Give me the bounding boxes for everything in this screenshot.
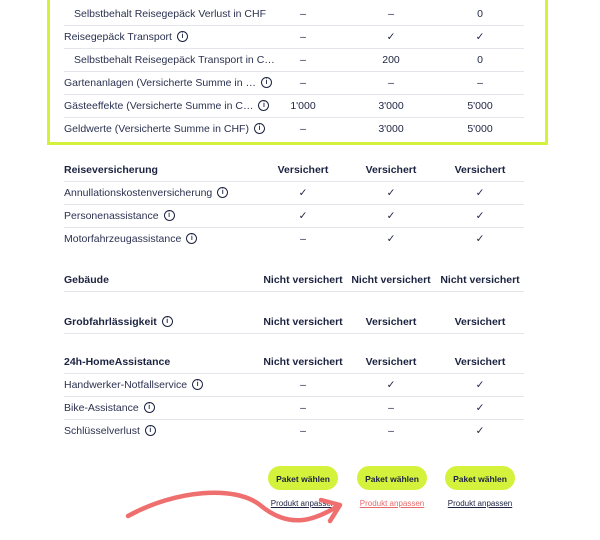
cell-value: 1'000 — [290, 100, 316, 112]
cell-value: ✓ — [475, 379, 485, 391]
status-value: Versichert — [365, 316, 417, 328]
info-icon[interactable]: i — [192, 379, 203, 390]
cell-value: – — [388, 77, 394, 89]
customize-product-link[interactable]: Produkt anpassen — [447, 499, 513, 508]
cell-value: ✓ — [475, 402, 485, 414]
status-value: Nicht versichert — [440, 274, 520, 286]
customize-product-link[interactable]: Produkt anpassen — [359, 499, 425, 508]
row-label-text: Reisegepäck Transport — [64, 31, 172, 43]
cell-value: – — [300, 402, 306, 414]
info-icon[interactable]: i — [254, 123, 265, 134]
row-label-text: Geldwerte (Versicherte Summe in CHF) — [64, 123, 249, 135]
info-icon[interactable]: i — [144, 402, 155, 413]
info-icon[interactable]: i — [186, 233, 197, 244]
cell-value: – — [388, 8, 394, 20]
section-title: Reiseversicherung — [64, 164, 158, 176]
cell-value: – — [300, 233, 306, 245]
cell-value: – — [477, 77, 483, 89]
cell-value: ✓ — [475, 233, 485, 245]
status-value: Nicht versichert — [351, 274, 431, 286]
cell-value: – — [300, 77, 306, 89]
cell-value: 3'000 — [378, 123, 404, 135]
cell-value: ✓ — [475, 425, 485, 437]
info-icon[interactable]: i — [258, 100, 269, 111]
customize-product-link[interactable]: Produkt anpassen — [270, 499, 336, 508]
row-label-text: Gartenanlagen (Versicherte Summe in … — [64, 77, 257, 89]
info-icon[interactable]: i — [261, 77, 272, 88]
cell-value: 200 — [382, 54, 400, 66]
row-label-text: Handwerker-Notfallservice — [64, 379, 188, 391]
cell-value: – — [300, 54, 306, 66]
row-label-text: Bike-Assistance — [64, 402, 139, 414]
section-title: Gebäude — [64, 274, 109, 286]
cell-value: 0 — [477, 54, 483, 66]
row-label-text: Gästeeffekte (Versicherte Summe in C… — [64, 100, 254, 112]
cell-value: ✓ — [475, 187, 485, 199]
cell-value: ✓ — [386, 187, 396, 199]
status-value: Versichert — [454, 316, 506, 328]
cell-value: – — [388, 402, 394, 414]
cell-value: – — [300, 31, 306, 43]
row-label-text: Annullationskostenversicherung — [64, 187, 213, 199]
cell-value: ✓ — [386, 31, 396, 43]
cell-value: 5'000 — [467, 123, 493, 135]
select-package-button[interactable]: Paket wählen — [445, 466, 515, 490]
status-value: Versichert — [365, 164, 417, 176]
cell-value: – — [300, 8, 306, 20]
cell-value: – — [300, 123, 306, 135]
cell-value: ✓ — [386, 210, 396, 222]
cell-value: ✓ — [475, 210, 485, 222]
cell-value: 5'000 — [467, 100, 493, 112]
status-value: Versichert — [277, 164, 329, 176]
row-label: Selbstbehalt Reisegepäck Verlust in CHF — [74, 8, 267, 20]
cell-value: 3'000 — [378, 100, 404, 112]
row-label: Selbstbehalt Reisegepäck Transport in C… — [74, 54, 275, 66]
row-label-text: Schlüsselverlust — [64, 425, 140, 437]
info-icon[interactable]: i — [177, 31, 188, 42]
cell-value: – — [388, 425, 394, 437]
section-title-text: Grobfahrlässigkeit — [64, 316, 157, 328]
select-package-button[interactable]: Paket wählen — [357, 466, 427, 490]
row-label-text: Motorfahrzeugassistance — [64, 233, 182, 245]
info-icon[interactable]: i — [145, 425, 156, 436]
cell-value: ✓ — [475, 31, 485, 43]
info-icon[interactable]: i — [217, 187, 228, 198]
status-value: Versichert — [454, 356, 506, 368]
cell-value: – — [300, 379, 306, 391]
status-value: Nicht versichert — [263, 274, 343, 286]
status-value: Nicht versichert — [263, 316, 343, 328]
cell-value: ✓ — [386, 379, 396, 391]
status-value: Nicht versichert — [263, 356, 343, 368]
cell-value: ✓ — [298, 187, 308, 199]
section-title: 24h-HomeAssistance — [64, 356, 171, 368]
cell-value: ✓ — [386, 233, 396, 245]
status-value: Versichert — [365, 356, 417, 368]
select-package-button[interactable]: Paket wählen — [268, 466, 338, 490]
cell-value: 0 — [477, 8, 483, 20]
info-icon[interactable]: i — [162, 316, 173, 327]
status-value: Versichert — [454, 164, 506, 176]
cell-value: – — [300, 425, 306, 437]
row-label-text: Personenassistance — [64, 210, 159, 222]
info-icon[interactable]: i — [164, 210, 175, 221]
cell-value: ✓ — [298, 210, 308, 222]
